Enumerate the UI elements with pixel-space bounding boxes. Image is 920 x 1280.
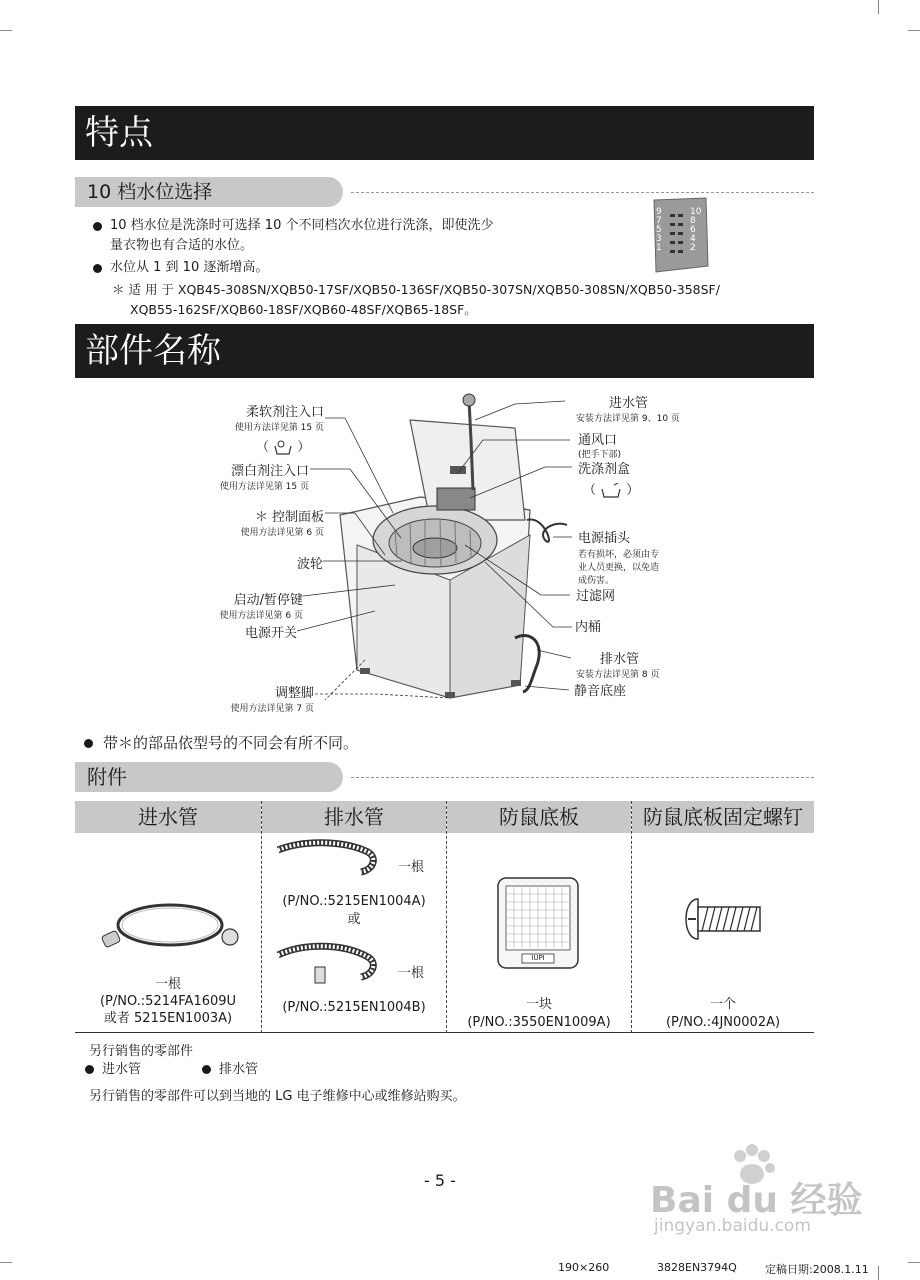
label-leveling-feet-note: 使用方法详见第 7 页 (230, 704, 314, 714)
panel-level-number: 2 (690, 243, 696, 253)
col-header-drain-hose: 排水管 (262, 801, 446, 833)
label-detergent-box: 洗涤剂盒 (578, 462, 631, 477)
panel-level-number: 9 (656, 207, 662, 217)
crop-mark (908, 1262, 920, 1263)
footer-doc-code: 3828EN3794Q (657, 1261, 737, 1274)
detergent-icon: （ ） (583, 483, 640, 498)
inlet-hose-illustration (95, 893, 245, 963)
label-vent: 通风口 (578, 433, 618, 448)
label-bleach-inlet: 漂白剂注入口 (230, 464, 309, 479)
crop-mark (0, 1262, 12, 1263)
label-inlet-hose-note: 安装方法详见第 9、10 页 (576, 414, 680, 424)
panel-level-number: 6 (690, 225, 696, 235)
crop-mark (878, 0, 879, 14)
sold-separately-note: 另行销售的零部件可以到当地的 LG 电子维修中心或维修站购买。 (89, 1089, 466, 1104)
parts-diagram (75, 380, 814, 720)
col-header-rodent-board: 防鼠底板 (447, 801, 631, 833)
water-level-bullet-1: 10 档水位是洗涤时可选择 10 个不同档次水位进行洗涤，即使洗少 量衣物也有合适的水位。 (93, 216, 563, 256)
sold-separately-item-2: 排水管 (202, 1060, 258, 1080)
inlet-hose-pn-2: 或者 5215EN1003A) (103, 1011, 233, 1026)
label-bleach-note: 使用方法详见第 15 页 (219, 482, 309, 492)
panel-level-number: 7 (656, 216, 662, 226)
softener-icon: （ ） (256, 440, 311, 455)
drain-hose-b-qty: 一根 (398, 966, 425, 981)
rodent-board-qty: 一块 (525, 997, 552, 1012)
label-drain-hose: 排水管 (600, 652, 640, 667)
watermark-url: jingyan.baidu.com (654, 1216, 811, 1236)
water-level-heading-label: 10 档水位选择 (75, 177, 343, 207)
model-applicability-note: ＊ 适 用 于 XQB45-308SN/XQB50-17SF/XQB50-136SF/XQB50-307SN/XQB50-308SN/XQB50-358SF/ XQB55-162SF/XQB60-18SF/XQB60-48SF/XQB65-18SF。 (112, 282, 720, 317)
accessories-heading-label: 附件 (75, 762, 343, 792)
label-softener-inlet: 柔软剂注入口 (245, 405, 324, 420)
label-control-panel-note: 使用方法详见第 6 页 (240, 528, 324, 538)
sold-separately-title: 另行销售的零部件 (89, 1044, 194, 1059)
label-drain-hose-note: 安装方法详见第 8 页 (576, 670, 660, 680)
label-start-pause-note: 使用方法详见第 6 页 (219, 611, 303, 621)
label-power-plug: 电源插头 (578, 531, 631, 546)
rodent-board-label: IUPI (531, 954, 545, 962)
label-power-switch: 电源开关 (244, 626, 297, 641)
screw-illustration (678, 895, 768, 945)
sold-separately-item-1: 进水管 (85, 1060, 141, 1080)
water-level-bullet-2: 水位从 1 到 10 逐渐增高。 (93, 258, 563, 278)
col-header-inlet-hose: 进水管 (75, 801, 261, 833)
water-level-panel-illustration (648, 196, 710, 274)
washing-machine-illustration (75, 380, 814, 720)
drain-hose-or: 或 (347, 912, 361, 927)
section-title-parts: 部件名称 (75, 324, 814, 378)
footer-date: 定稿日期:2008.1.11 (765, 1263, 869, 1276)
screw-qty: 一个 (709, 997, 736, 1012)
label-pulsator: 波轮 (296, 557, 323, 572)
label-inner-tub: 内桶 (575, 620, 602, 635)
label-filter: 过滤网 (576, 589, 616, 604)
drain-hose-b-pn: (P/NO.:5215EN1004B) (282, 1000, 426, 1015)
page-number: - 5 - (424, 1171, 456, 1190)
drain-hose-a-pn: (P/NO.:5215EN1004A) (282, 894, 426, 909)
watermark-brand: Bai du 经验 (650, 1180, 863, 1221)
panel-level-number: 5 (656, 225, 662, 235)
rodent-board-pn: (P/NO.:3550EN1009A) (467, 1015, 611, 1030)
label-leveling-feet: 调整脚 (274, 686, 314, 701)
drain-hose-a-qty: 一根 (398, 860, 425, 875)
label-softener-note: 使用方法详见第 15 页 (234, 423, 324, 433)
drain-hose-a-illustration (273, 838, 383, 878)
label-start-pause: 启动/暂停键 (233, 593, 303, 608)
drain-hose-b-illustration (273, 941, 383, 987)
inlet-hose-pn-1: (P/NO.:5214FA1609U (99, 994, 237, 1009)
model-variation-note: 带＊的部品依型号的不同会有所不同。 (84, 733, 584, 753)
baidu-watermark (650, 1140, 900, 1240)
accessories-table (75, 801, 814, 1033)
panel-level-number: 3 (656, 234, 662, 244)
label-power-plug-note-1: 若有损坏，必须由专 (578, 550, 660, 560)
label-silent-base: 静音底座 (574, 684, 627, 699)
panel-level-number: 10 (690, 207, 702, 217)
label-power-plug-note-3: 成伤害。 (578, 576, 615, 586)
panel-level-number: 8 (690, 216, 696, 226)
label-inlet-hose: 进水管 (609, 396, 649, 411)
screw-pn: (P/NO.:4JN0002A) (665, 1015, 781, 1030)
section-title-features: 特点 (75, 106, 814, 160)
col-header-board-screw: 防鼠底板固定螺钉 (632, 801, 814, 833)
crop-mark (0, 30, 12, 31)
crop-mark (908, 30, 920, 31)
panel-level-number: 1 (656, 243, 662, 253)
label-control-panel: ＊ 控制面板 (254, 510, 324, 525)
panel-level-number: 4 (690, 234, 696, 244)
inlet-hose-qty: 一根 (154, 977, 181, 992)
label-vent-note: (把手下部) (578, 450, 622, 460)
crop-mark (878, 1266, 879, 1280)
label-power-plug-note-2: 业人员更换，以免造 (578, 563, 660, 573)
accessories-heading (75, 762, 814, 792)
footer-size: 190×260 (558, 1261, 610, 1274)
